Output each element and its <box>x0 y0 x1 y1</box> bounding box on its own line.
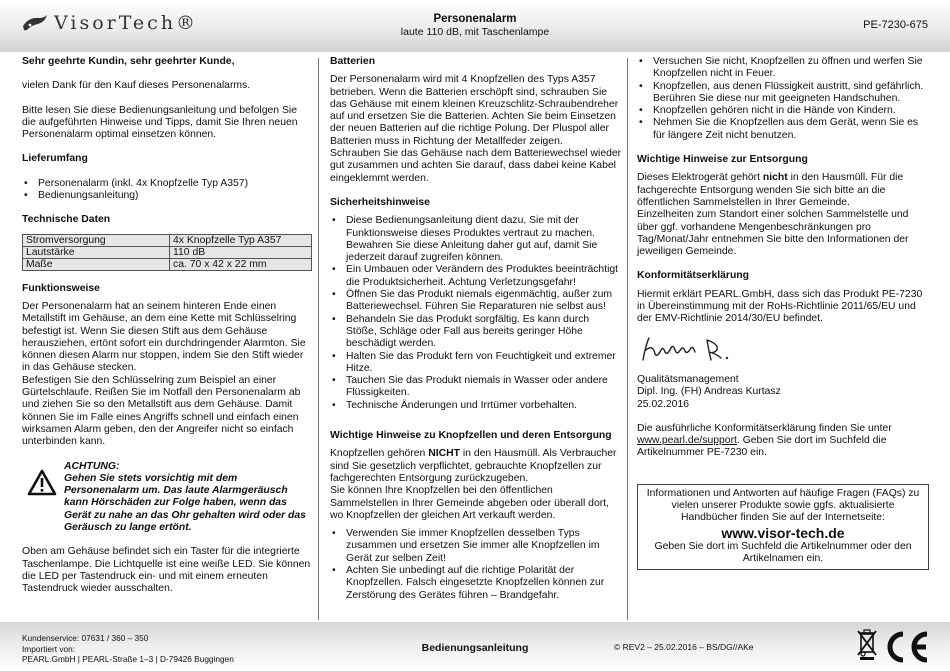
list-item: • Achten Sie unbedingt auf die richtige Polarität der Knopfzellen. Falsch eingesetzte Knopfzellen können zur Zerstörung des Gerätes führen – Brandgefahr. <box>330 565 622 602</box>
entsorgung-heading: Wichtige Hinweise zur Entsorgung <box>637 154 808 166</box>
signature-name: Dipl. Ing. (FH) Andreas Kurtasz <box>637 386 781 398</box>
column-divider <box>318 58 319 620</box>
warning-box <box>26 461 312 535</box>
knopfzellen-list-continued <box>637 56 929 142</box>
batterien-heading: Batterien <box>330 56 376 67</box>
lieferumfang-heading: Lieferumfang <box>22 153 88 165</box>
table-cell-value: 4x Knopfzelle Typ A357 <box>170 234 312 246</box>
konformitaet-text: Hiermit erklärt PEARL.GmbH, dass sich das Produkt PE-7230 in Übereinstimmung mit der RoHs-Richtlinie 2011/65/EU und der EMV-Richtlinie 2014/30/EU befindet. <box>637 288 923 325</box>
entsorgung-text: Dieses Elektrogerät gehört nicht in den Hausmüll. Für die fachgerechte Entsorgung wenden Sie sich bitte an die öffentlichen Sammelstellen in Ihrer Gemeinde. <box>637 172 904 208</box>
list-item: • Halten Sie das Produkt fern von Feuchtigkeit und extremer Hitze. <box>330 351 622 376</box>
column-middle <box>330 56 622 602</box>
list-item: • Knopfzellen, aus denen Flüssigkeit austritt, sind gefährlich. Berühren Sie diese nur mit geeigneten Handschuhen. <box>637 81 929 106</box>
list-item: • Knopfzellen gehören nicht in die Hände von Kindern. <box>637 105 929 117</box>
importer-address: PEARL.GmbH | PEARL-Straße 1–3 | D-79426 Buggingen <box>22 654 234 664</box>
page-header <box>0 0 950 52</box>
sicherheitshinweise-list <box>330 215 622 412</box>
brand-logo <box>22 10 198 36</box>
column-divider <box>627 58 628 620</box>
sicherheitshinweise-heading: Sicherheitshinweise <box>330 196 430 208</box>
table-cell-value: 110 dB <box>170 246 312 258</box>
list-item: • Versuchen Sie nicht, Knopfzellen zu öffnen und werfen Sie Knopfzellen nicht in Feuer. <box>637 56 929 81</box>
list-item: • Diese Bedienungsanleitung dient dazu, Sie mit der Funktionsweise dieses Produktes vertraut zu machen. Bewahren Sie diese Anleitung daher gut auf, damit Sie jederzeit darauf zugreifen können. <box>330 215 622 264</box>
greeting: Sehr geehrte Kundin, sehr geehrter Kunde, <box>22 56 235 67</box>
visortech-link[interactable]: www.visor-tech.de <box>721 524 845 541</box>
entsorgung-text: Einzelheiten zum Standort einer solchen Sammelstelle und über ggf. vorhandene Mengenbeschränkungen pro Tag/Monat/Jahr entnehmen Sie bitte den Informationen der jeweiligen Gemeinde. <box>637 209 909 258</box>
brand-name: VisorTech® <box>54 12 199 34</box>
table-row <box>23 234 312 246</box>
document-title: Personenalarm <box>433 13 517 25</box>
info-text: Geben Sie dort im Suchfeld die Artikelnummer oder den Artikelnamen ein. <box>654 540 912 564</box>
list-item: • Personenalarm (inkl. 4x Knopfzelle Typ A357) <box>22 178 312 190</box>
article-code: PE-7230-675 <box>863 19 928 31</box>
intro-text: Bitte lesen Sie diese Bedienungsanleitung und befolgen Sie die aufgeführten Hinweise und Tipps, damit Sie Ihren neuen Personenalarm optimal einsetzen können. <box>22 104 298 141</box>
warning-triangle-icon <box>26 469 58 496</box>
batterien-text: Der Personenalarm wird mit 4 Knopfzellen des Typs A357 betrieben. Wenn die Batterien erschöpft sind, schrauben Sie das Gehäuse mit einem kleinen Kreuzschlitz-Schraubendreher auf und ersetzen Sie die Batterien. Achten Sie beim Einsetzen der neuen Batterien auf die richtige Polung. Der Pluspol aller Batterien muss in Richtung der Metallfeder zeigen. <box>330 74 619 147</box>
page-footer <box>0 622 950 671</box>
list-item: • Nehmen Sie die Knopfzellen aus dem Gerät, wenn Sie es für längere Zeit nicht benutzen. <box>637 117 929 142</box>
thanks-text: vielen Dank für den Kauf dieses Personenalarms. <box>22 80 251 92</box>
column-right <box>637 56 929 570</box>
list-item: • Verwenden Sie immer Knopfzellen desselben Typs zusammen und ersetzen Sie immer alle Knopfzellen im Gerät zur selben Zeit! <box>330 528 622 565</box>
knopfzellen-list <box>330 528 622 602</box>
signature <box>637 332 767 366</box>
konformitaet-heading: Konformitätserklärung <box>637 270 750 282</box>
support-link[interactable]: www.pearl.de/support <box>637 435 737 447</box>
visortech-bird-icon <box>22 13 48 33</box>
table-cell-label: Maße <box>23 258 170 270</box>
document-subtitle: laute 110 dB, mit Taschenlampe <box>400 26 550 38</box>
list-item: • Tauchen Sie das Produkt niemals in Wasser oder andere Flüssigkeiten. <box>330 375 622 400</box>
info-text: Informationen und Antworten auf häufige Fragen (FAQs) zu vielen unserer Produkte sowie ggfs. aktualisierte Handbücher finden Sie auf der Internetseite: <box>646 487 920 524</box>
list-item: • Ein Umbauen oder Verändern des Produktes beeinträchtigt die Produktsicherheit. Achtung Verletzungsgefahr! <box>330 264 622 289</box>
importer-label: Importiert von: <box>22 643 76 654</box>
weee-bin-icon <box>856 628 878 660</box>
knopfzellen-heading: Wichtige Hinweise zu Knopfzellen und deren Entsorgung <box>330 430 612 442</box>
knopfzellen-text: Knopfzellen gehören NICHT in den Hausmüll. Als Verbraucher sind Sie gesetzlich verpflichtet, gebrauchte Knopfzellen zur fachgerechten Entsorgung zurückzugeben. <box>330 448 617 484</box>
table-row <box>23 246 312 258</box>
table-cell-label: Lautstärke <box>23 246 170 258</box>
table-row <box>23 258 312 270</box>
list-item: • Bedienungsanleitung) <box>22 190 312 202</box>
taster-text: Oben am Gehäuse befindet sich ein Taster für die integrierte Taschenlampe. Die Lichtquelle ist eine weiße LED. Sie können die LED per Tastendruck ein- und mit einem erneuten Tastendruck wieder ausschalten. <box>22 546 311 595</box>
warning-title: ACHTUNG: <box>64 460 120 472</box>
kundenservice-text: Kundenservice: 07631 / 360 – 350 <box>22 633 149 643</box>
revision-text: © REV2 – 25.02.2016 – BS/DG//AKe <box>614 642 754 652</box>
technische-daten-table <box>22 234 312 271</box>
info-box <box>637 484 929 570</box>
funktionsweise-heading: Funktionsweise <box>22 282 100 294</box>
technische-daten-heading: Technische Daten <box>22 214 111 226</box>
column-left <box>22 56 312 596</box>
footer-title: Bedienungsanleitung <box>421 642 529 654</box>
knopfzellen-text: Sie können Ihre Knopfzellen bei den öffentlichen Sammelstellen in Ihrer Gemeinde abgeben oder überall dort, wo Knopfzellen der gleichen Art verkauft werden. <box>330 485 609 521</box>
ce-mark-icon <box>882 630 930 664</box>
funktionsweise-text: Der Personenalarm hat an seinem hinteren Ende einen Metallstift im Gehäuse, an dem eine Kette mit Schlüsselring befestigt ist. Wenn Sie diesen Stift aus dem Gehäuse herausziehen, ertönt sofort ein durchdringender Alarmton. Sie können diesen Alarm nur stoppen, indem Sie den Stift wieder in das Gehäuse stecken. <box>22 300 306 374</box>
list-item: • Technische Änderungen und Irrtümer vorbehalten. <box>330 400 622 412</box>
signature-date: 25.02.2016 <box>637 398 690 410</box>
table-cell-label: Stromversorgung <box>23 234 170 246</box>
list-item: • Behandeln Sie das Produkt sorgfältig. Es kann durch Stöße, Schläge oder Fall aus bereits geringer Höhe beschädigt werden. <box>330 314 622 351</box>
funktionsweise-text: Befestigen Sie den Schlüsselring zum Beispiel an einer Gürtelschlaufe. Reißen Sie im Notfall den Personenalarm ab und ziehen Sie so den Metallstift aus dem Gehäuse. Damit können Sie im Falle eines Angriffs schnell und einfach einen wirksamen Alarm geben, den der Angreifer nicht so einfach unterbinden kann. <box>22 374 301 448</box>
list-item: • Öffnen Sie das Produkt niemals eigenmächtig, außer zum Batteriewechsel. Führen Sie Reparaturen nie selbst aus! <box>330 289 622 314</box>
konformitaet-link-text: Die ausführliche Konformitätserklärung finden Sie unter www.pearl.de/support. Geben Sie dort im Suchfeld die Artikelnummer PE-7230 ein. <box>637 422 892 459</box>
table-cell-value: ca. 70 x 42 x 22 mm <box>170 258 312 270</box>
lieferumfang-list <box>22 178 312 203</box>
warning-text: Gehen Sie stets vorsichtig mit dem Personenalarm um. Das laute Alarmgeräusch kann Hörschäden zur Folge haben, wenn das Gerät zu nahe an das Ohr gehalten wird oder das Geräusch zu lange ertönt. <box>64 472 306 534</box>
signature-role: Qualitätsmanagement <box>637 373 739 385</box>
batterien-text: Schrauben Sie das Gehäuse nach dem Batteriewechsel wieder gut zusammen und achten Sie darauf, dass dabei keine Kabel eingeklemmt werden. <box>330 148 622 184</box>
